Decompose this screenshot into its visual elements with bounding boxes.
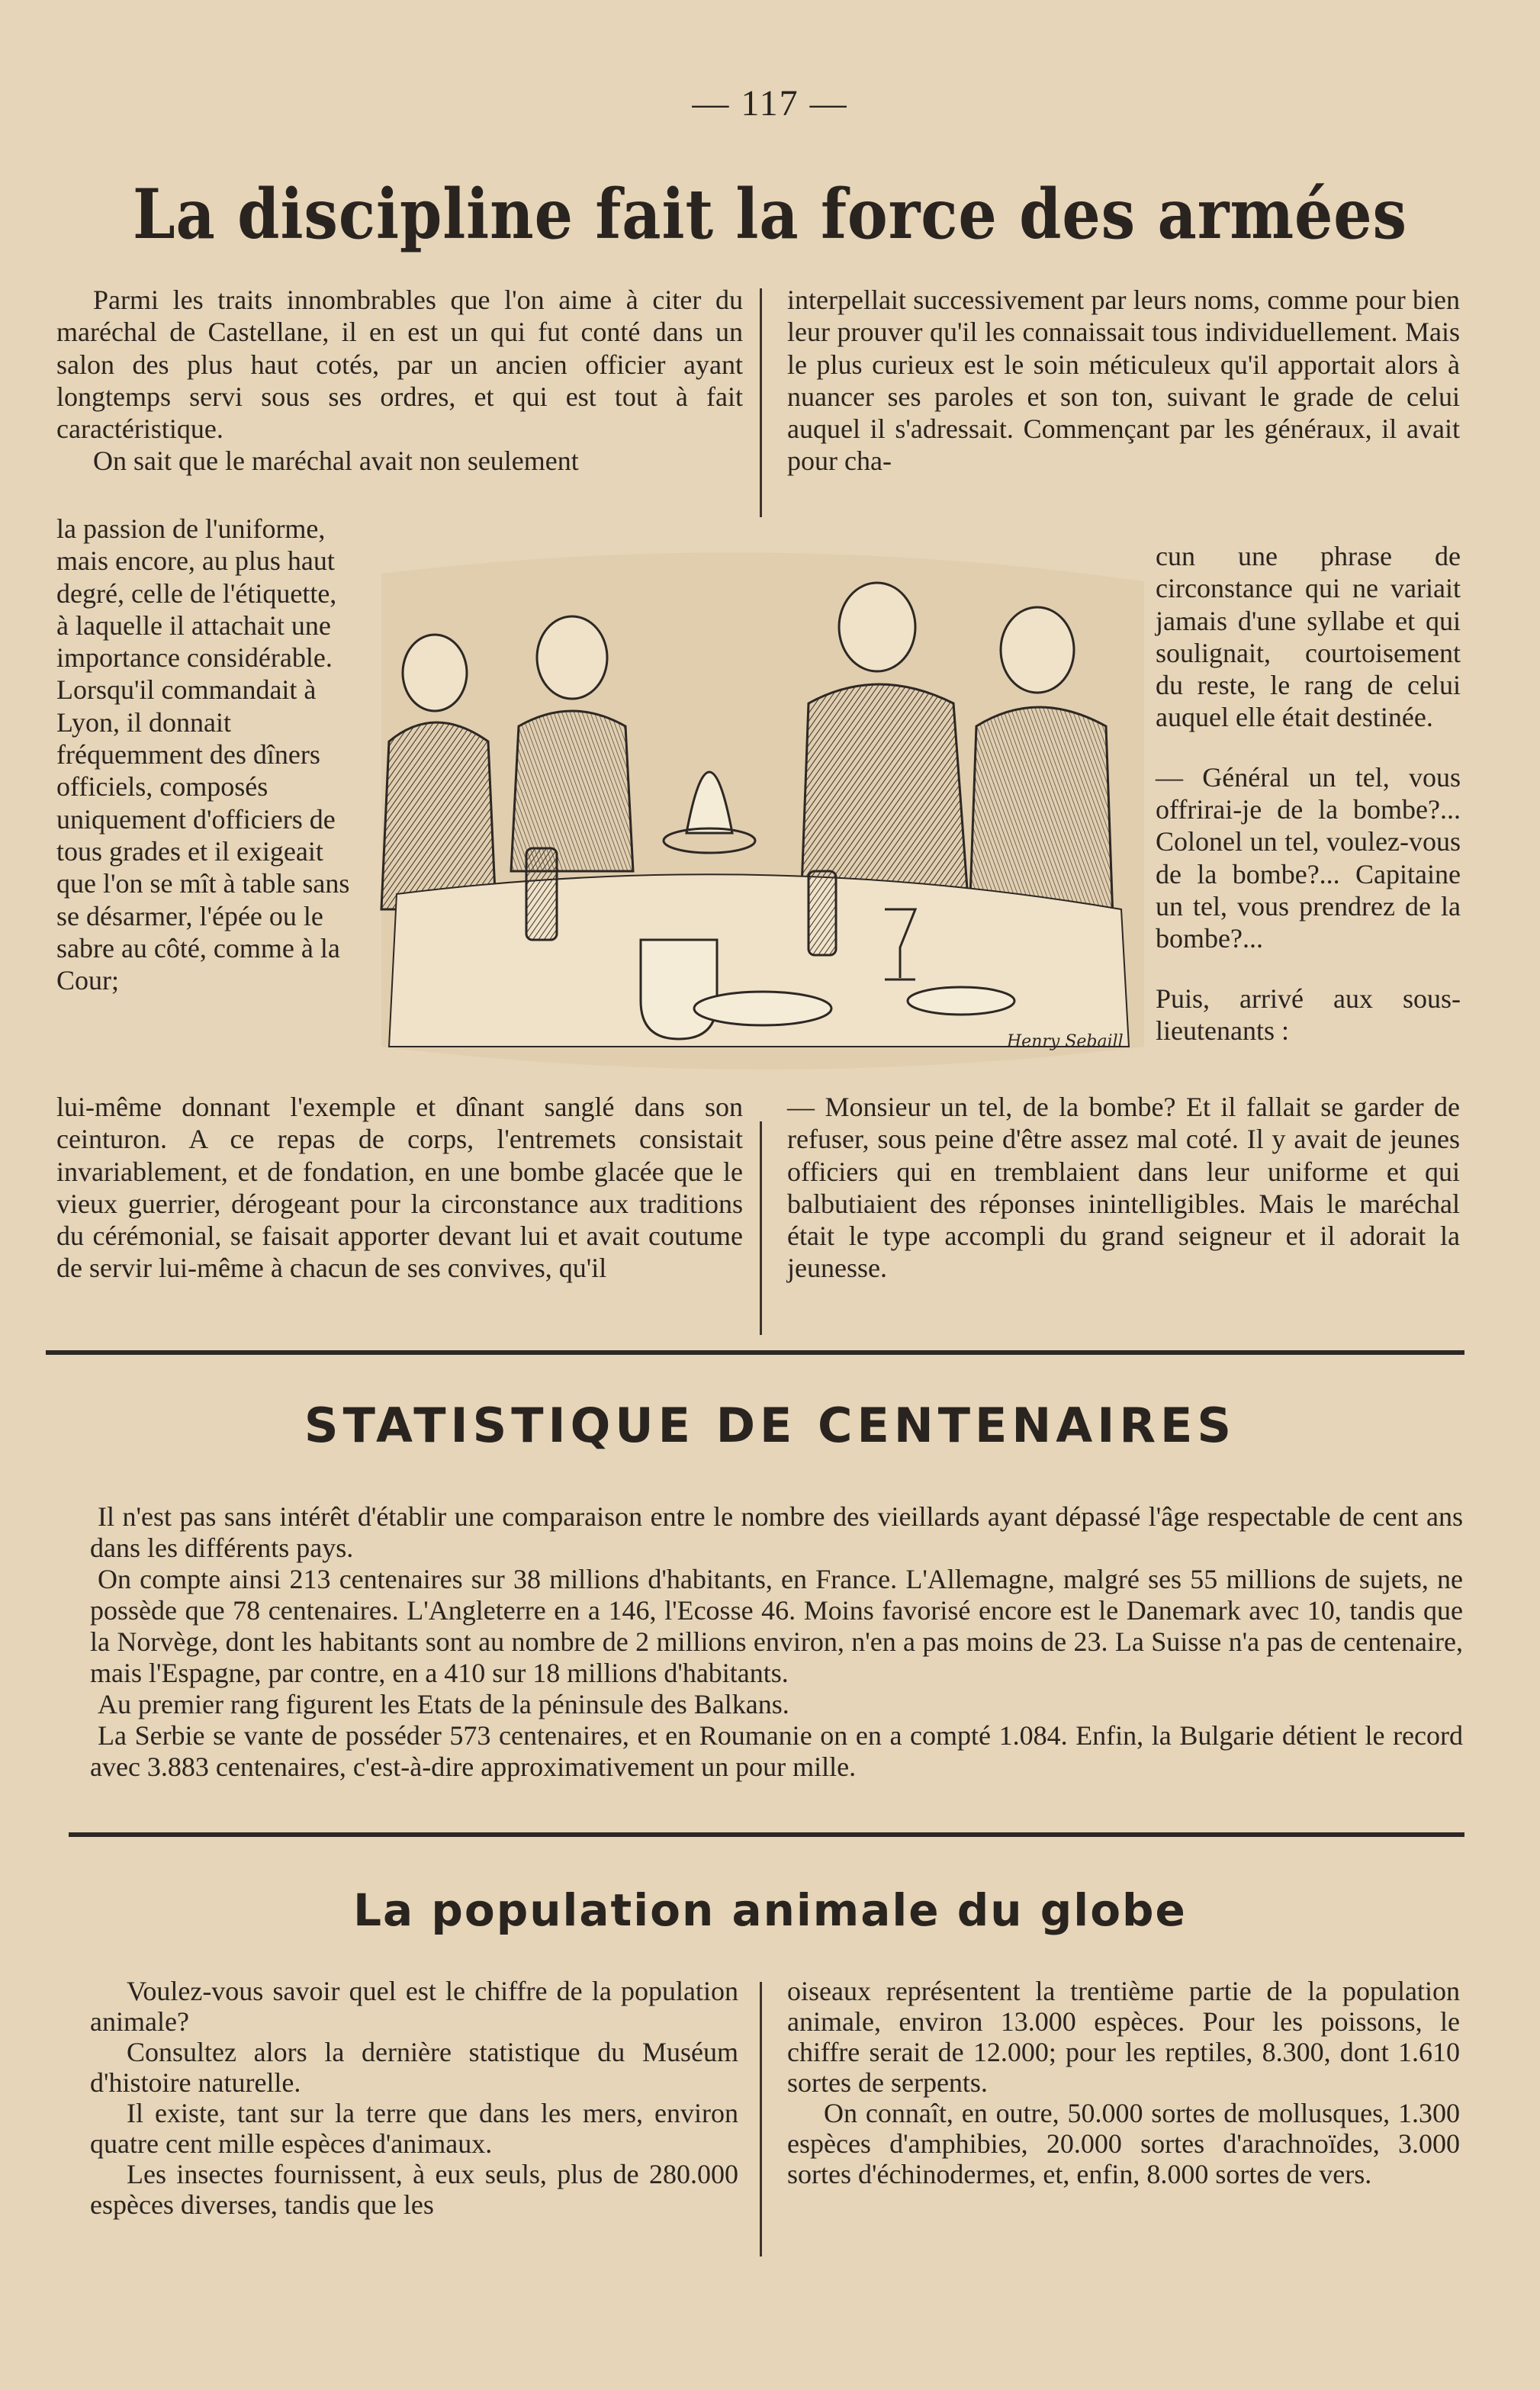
carafe bbox=[641, 940, 717, 1039]
paragraph: La Serbie se vante de posséder 573 centenaires, et en Roumanie on en a compté 1.084. Enfin, la Bulgarie détient le record avec 3.883 centenaires, c'est-à-dire approximativement un pour mille. bbox=[90, 1720, 1463, 1782]
section-divider bbox=[69, 1832, 1464, 1837]
plate bbox=[908, 987, 1014, 1015]
article3-col2 bbox=[787, 1976, 1460, 2189]
paragraph: On connaît, en outre, 50.000 sortes de mollusques, 1.300 espèces d'amphibies, 20.000 sortes d'arachnoïdes, 3.000 sortes d'échinodermes, et, enfin, 8.000 sortes de vers. bbox=[787, 2098, 1460, 2189]
article1-col2-top bbox=[787, 284, 1460, 478]
illustration-signature: Henry Sebaill bbox=[1007, 1032, 1124, 1051]
article2-body bbox=[90, 1501, 1463, 1783]
section-divider bbox=[46, 1350, 1464, 1355]
column-divider bbox=[760, 1121, 762, 1335]
paragraph: Voulez-vous savoir quel est le chiffre de la population animale? bbox=[90, 1976, 738, 2037]
paragraph: Il existe, tant sur la terre que dans les mers, environ quatre cent mille espèces d'animaux. bbox=[90, 2098, 738, 2159]
paragraph: On compte ainsi 213 centenaires sur 38 millions d'habitants, en France. L'Allemagne, malgré ses 55 millions de sujets, ne possède que 78 centenaires. L'Angleterre en a 146, l'Ecosse 46. Moins favorisé encore est le Danemark avec 10, tandis que la Norvège, dont les habitants sont au nombre de 2 millions environ, n'en a pas moins de 23. La Suisse n'a pas de centenaire, mais l'Espagne, par contre, en a 410 sur 18 millions d'habitants. bbox=[90, 1564, 1463, 1688]
paragraph: On sait que le maréchal avait non seulement bbox=[93, 446, 579, 477]
article-title-centenaires: STATISTIQUE DE CENTENAIRES bbox=[304, 1398, 1236, 1453]
paragraph: Parmi les traits innombrables que l'on aime à citer du maréchal de Castellane, il en est un qui fut conté dans un salon des plus haut cotés, par un ancien officier ayant longtemps servi sous ses ordres, et qui est tout à fait caractéristique. bbox=[56, 285, 743, 445]
column-divider bbox=[760, 1982, 762, 2257]
article1-col1-wrap bbox=[56, 513, 354, 996]
paragraph: — Général un tel, vous offrirai-je de la bombe?... Colonel un tel, voulez-vous de la bombe?... Capitaine un tel, vous prendrez de la bombe?... bbox=[1156, 761, 1461, 954]
paragraph: cun une phrase de circonstance qui ne variait jamais d'une syllabe et qui soulignait, courtoisement du reste, le rang de celui auquel elle était destinée. bbox=[1156, 541, 1461, 733]
paragraph: Puis, arrivé aux sous-lieutenants : bbox=[1156, 983, 1461, 1046]
article1-col2-bottom bbox=[787, 1091, 1460, 1285]
banquet-illustration bbox=[351, 513, 1175, 1108]
paragraph: Consultez alors la dernière statistique du Muséum d'histoire naturelle. bbox=[90, 2037, 738, 2098]
bottle bbox=[809, 871, 836, 955]
paragraph: Il n'est pas sans intérêt d'établir une comparaison entre le nombre des vieillards ayant dépassé l'âge respectable de cent ans dans les différents pays. bbox=[90, 1501, 1463, 1563]
paragraph: — Monsieur un tel, de la bombe? Et il fallait se garder de refuser, sous peine d'être assez mal coté. Il y avait de jeunes officiers qui en tremblaient dans leur uniforme et qui balbutiaient des réponses inintelligibles. Mais le maréchal était le type accompli du grand seigneur et il adorait la jeunesse. bbox=[787, 1092, 1460, 1284]
paragraph: oiseaux représentent la trentième partie de la population animale, environ 13.000 espèces. Pour les poissons, le chiffre serait de 12.000; pour les reptiles, 8.300, dont 1.610 sortes de serpents. bbox=[787, 1976, 1460, 2098]
article1-col1-bottom bbox=[56, 1091, 743, 1285]
paragraph: Les insectes fournissent, à eux seuls, plus de 280.000 espèces diverses, tandis que les bbox=[90, 2159, 738, 2220]
article1-col2-wrap bbox=[1156, 513, 1461, 1074]
paragraph: la passion de l'uniforme, mais encore, au plus haut degré, celle de l'étiquette, à laquelle il attachait une importance considérable. Lorsqu'il commandait à Lyon, il donnait fréquemment des dîners officiels, composés uniquement d'officiers de tous grades et il exigeait que l'on se mît à table sans se désarmer, l'épée ou le sabre au côté, comme à la Cour; bbox=[56, 513, 350, 996]
article-title-population: La population animale du globe bbox=[353, 1884, 1187, 1936]
column-divider bbox=[760, 288, 762, 517]
article3-col1 bbox=[90, 1976, 738, 2220]
page-number: — 117 — bbox=[692, 83, 848, 124]
article1-col1-top bbox=[56, 284, 743, 478]
paragraph: interpellait successivement par leurs noms, comme pour bien leur prouver qu'il les connaissait tous individuellement. Mais le plus curieux est le soin méticuleux qu'il apportait alors à nuancer ses paroles et son ton, suivant le grade de celui auquel il s'adressait. Commençant par les généraux, il avait pour cha- bbox=[787, 285, 1460, 477]
plate bbox=[694, 992, 831, 1025]
bottle bbox=[526, 848, 557, 940]
paragraph: Au premier rang figurent les Etats de la péninsule des Balkans. bbox=[98, 1689, 789, 1719]
paragraph: lui-même donnant l'exemple et dînant sanglé dans son ceinturon. A ce repas de corps, l'entremets consistait invariablement, et de fondation, en une bombe glacée que le vieux guerrier, dérogeant pour la circonstance aux traditions du cérémonial, se faisait apporter devant lui et avait coutume de servir lui-même à chacun de ses convives, qu'il bbox=[56, 1092, 743, 1284]
article-title-discipline: La discipline fait la force des armées bbox=[132, 174, 1408, 255]
